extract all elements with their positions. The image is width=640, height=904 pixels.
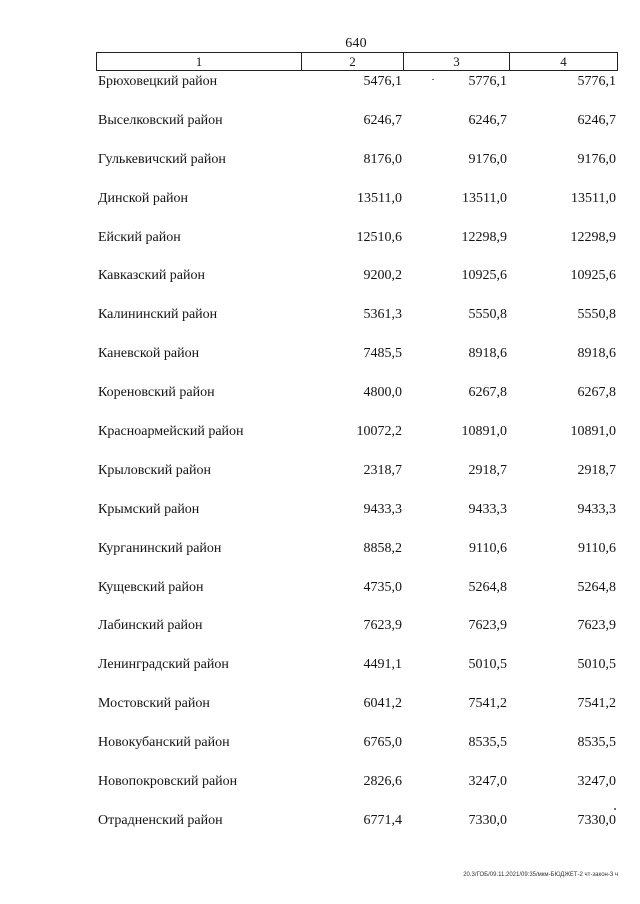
value-col-4: 8918,6 xyxy=(577,346,616,362)
table-row xyxy=(0,809,640,848)
value-col-3: 7330,0 xyxy=(468,812,507,828)
value-col-4: 6246,7 xyxy=(577,112,616,128)
table-row xyxy=(0,770,640,809)
table-row xyxy=(0,498,640,537)
table-row xyxy=(0,731,640,770)
value-col-3: 8918,6 xyxy=(468,346,507,362)
column-header-3: 3 xyxy=(403,53,509,70)
value-col-2: 7485,5 xyxy=(363,346,402,362)
table-row xyxy=(0,459,640,498)
value-col-4: 5776,1 xyxy=(577,74,616,89)
value-col-3: 9176,0 xyxy=(468,151,507,167)
district-name: Гулькевичский район xyxy=(98,151,226,167)
district-name: Брюховецкий район xyxy=(98,74,218,89)
value-col-2: 12510,6 xyxy=(356,229,402,245)
table-row xyxy=(0,381,640,420)
value-col-4: 3247,0 xyxy=(577,774,616,790)
table-row xyxy=(0,653,640,692)
value-col-3: 5010,5 xyxy=(468,657,507,673)
table-row xyxy=(0,537,640,576)
value-col-2: 5361,3 xyxy=(363,307,402,323)
district-name: Новокубанский район xyxy=(98,735,230,751)
value-col-4: 8535,5 xyxy=(577,735,616,751)
table-row xyxy=(0,148,640,187)
value-col-2: 5476,1 xyxy=(363,74,402,89)
value-col-3: 6246,7 xyxy=(468,112,507,128)
value-col-4: 13511,0 xyxy=(571,190,616,206)
value-col-3: 10925,6 xyxy=(461,268,507,284)
value-col-3: 2918,7 xyxy=(468,462,507,478)
column-header-row xyxy=(96,52,618,71)
value-col-4: 5010,5 xyxy=(577,657,616,673)
value-col-3: 9433,3 xyxy=(468,501,507,517)
district-name: Лабинский район xyxy=(98,618,203,634)
value-col-2: 13511,0 xyxy=(357,190,402,206)
value-col-4: 7541,2 xyxy=(577,696,616,712)
district-name: Ленинградский район xyxy=(98,657,229,673)
value-col-2: 2318,7 xyxy=(363,462,402,478)
value-col-4: 7623,9 xyxy=(577,618,616,634)
page-number-text: 640 xyxy=(345,36,367,51)
value-col-3: 6267,8 xyxy=(468,385,507,401)
scan-speck xyxy=(432,79,434,80)
table-row xyxy=(0,303,640,342)
district-name: Новопокровский район xyxy=(98,774,238,790)
value-col-2: 8858,2 xyxy=(363,540,402,556)
value-col-2: 2826,6 xyxy=(363,774,402,790)
value-col-4: 5264,8 xyxy=(577,579,616,595)
district-name: Калининский район xyxy=(98,307,218,323)
district-name: Выселковский район xyxy=(98,112,223,128)
value-col-4: 10925,6 xyxy=(570,268,616,284)
value-col-2: 6771,4 xyxy=(363,812,402,828)
value-col-4: 10891,0 xyxy=(570,424,616,440)
table-row xyxy=(0,420,640,459)
table-row xyxy=(0,692,640,731)
table-row xyxy=(0,576,640,615)
value-col-2: 4735,0 xyxy=(363,579,402,595)
column-header-1: 1 xyxy=(195,54,203,69)
footer-file-code: 20.3/ГОБ/09.11.2021/09:35/мкм-БЮДЖЕТ-2 чт-закон-3 ч xyxy=(463,872,618,878)
district-name: Каневской район xyxy=(98,346,200,362)
value-col-3: 7541,2 xyxy=(468,696,507,712)
value-col-4: 7330,0 xyxy=(577,812,616,828)
value-col-3: 5550,8 xyxy=(468,307,507,323)
value-col-2: 6041,2 xyxy=(363,696,402,712)
district-name: Курганинский район xyxy=(98,540,222,556)
value-col-4: 5550,8 xyxy=(577,307,616,323)
value-col-3: 5264,8 xyxy=(468,579,507,595)
district-name: Крымский район xyxy=(98,501,200,517)
value-col-2: 9200,2 xyxy=(363,268,402,284)
value-col-2: 7623,9 xyxy=(363,618,402,634)
value-col-2: 9433,3 xyxy=(363,501,402,517)
value-col-3: 8535,5 xyxy=(468,735,507,751)
district-name: Отрадненский район xyxy=(98,812,223,828)
value-col-3: 12298,9 xyxy=(461,229,507,245)
value-col-4: 12298,9 xyxy=(570,229,616,245)
table-row xyxy=(0,187,640,226)
value-col-4: 6267,8 xyxy=(577,385,616,401)
page-number xyxy=(0,36,640,52)
value-col-3: 13511,0 xyxy=(462,190,507,206)
value-col-2: 4491,1 xyxy=(363,657,402,673)
district-name: Динской район xyxy=(98,190,189,206)
value-col-2: 4800,0 xyxy=(363,385,402,401)
value-col-3: 5776,1 xyxy=(468,74,507,89)
value-col-4: 9110,6 xyxy=(578,540,616,556)
value-col-4: 9433,3 xyxy=(577,501,616,517)
value-col-2: 10072,2 xyxy=(356,424,402,440)
column-header-4: 4 xyxy=(509,53,617,70)
value-col-2: 8176,0 xyxy=(363,151,402,167)
table-row xyxy=(0,614,640,653)
table-row xyxy=(0,70,640,109)
table-row xyxy=(0,109,640,148)
value-col-2: 6765,0 xyxy=(363,735,402,751)
value-col-3: 3247,0 xyxy=(468,774,507,790)
column-header-2: 2 xyxy=(301,53,403,70)
value-col-2: 6246,7 xyxy=(363,112,402,128)
district-name: Кавказский район xyxy=(98,268,206,284)
value-col-3: 10891,0 xyxy=(461,424,507,440)
table-row xyxy=(0,264,640,303)
district-name: Кущевский район xyxy=(98,579,204,595)
district-name: Красноармейский район xyxy=(98,424,244,440)
value-col-4: 2918,7 xyxy=(577,462,616,478)
district-name: Кореновский район xyxy=(98,385,215,401)
value-col-3: 7623,9 xyxy=(468,618,507,634)
table-row xyxy=(0,342,640,381)
district-name: Мостовский район xyxy=(98,696,210,712)
table-row xyxy=(0,226,640,265)
table-body xyxy=(0,70,640,848)
value-col-4: 9176,0 xyxy=(577,151,616,167)
value-col-3: 9110,6 xyxy=(469,540,507,556)
scan-speck xyxy=(614,808,616,810)
district-name: Крыловский район xyxy=(98,462,211,478)
district-name: Ейский район xyxy=(98,229,181,245)
